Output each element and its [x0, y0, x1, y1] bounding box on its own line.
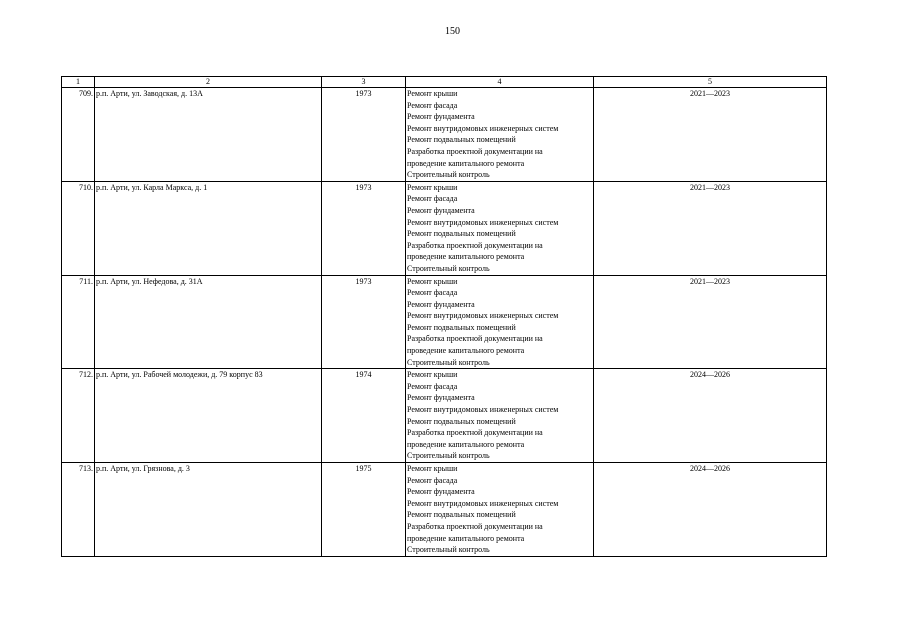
work-item: Ремонт внутридомовых инженерных систем: [407, 405, 559, 415]
header-cell-5: 5: [594, 77, 827, 88]
row-number: 711.: [62, 275, 95, 369]
work-item: Ремонт подвальных помещений: [407, 416, 516, 426]
row-period: 2021—2023: [594, 275, 827, 369]
row-year: 1973: [322, 88, 406, 182]
table-row: [62, 88, 827, 182]
table-row: [62, 275, 827, 369]
work-item: Ремонт фасада: [407, 100, 458, 110]
row-address: р.п. Арти, ул. Карла Маркса, д. 1: [95, 181, 322, 275]
page-number: 150: [445, 26, 460, 37]
work-item: Строительный контроль: [407, 545, 490, 555]
work-item: Ремонт фундамента: [407, 487, 475, 497]
work-item: Ремонт подвальных помещений: [407, 510, 516, 520]
row-address: р.п. Арти, ул. Рабочей молодежи, д. 79 корпус 83: [95, 369, 322, 463]
work-item: Ремонт подвальных помещений: [407, 322, 516, 332]
row-address: р.п. Арти, ул. Заводская, д. 13А: [95, 88, 322, 182]
table-row: [62, 463, 827, 557]
work-item: Строительный контроль: [407, 263, 490, 273]
work-item: Строительный контроль: [407, 451, 490, 461]
row-year: 1973: [322, 181, 406, 275]
row-works-list: [406, 181, 594, 275]
work-item: проведение капитального ремонта: [407, 346, 525, 356]
row-period: 2021—2023: [594, 88, 827, 182]
header-cell-1: 1: [62, 77, 95, 88]
work-item: Ремонт крыши: [407, 89, 458, 98]
work-item: Ремонт внутридомовых инженерных систем: [407, 217, 559, 227]
row-works-list: [406, 369, 594, 463]
row-number: 712.: [62, 369, 95, 463]
work-item: Ремонт фасада: [407, 288, 458, 298]
work-item: проведение капитального ремонта: [407, 158, 525, 168]
work-item: Ремонт фундамента: [407, 112, 475, 122]
work-item: Ремонт крыши: [407, 464, 458, 473]
row-works-list: [406, 275, 594, 369]
row-address: р.п. Арти, ул. Грязнова, д. 3: [95, 463, 322, 557]
work-item: Ремонт крыши: [407, 370, 458, 380]
row-address: р.п. Арти, ул. Нефедова, д. 31А: [95, 275, 322, 369]
row-year: 1974: [322, 369, 406, 463]
work-item: Разработка проектной документации на: [407, 240, 543, 250]
work-item: Ремонт внутридомовых инженерных систем: [407, 498, 559, 508]
header-cell-4: 4: [406, 77, 594, 88]
row-works-list: [406, 463, 594, 557]
work-item: Ремонт фундамента: [407, 205, 475, 215]
work-item: Разработка проектной документации на: [407, 146, 543, 156]
work-item: Разработка проектной документации на: [407, 521, 543, 531]
row-period: 2024—2026: [594, 369, 827, 463]
work-item: Разработка проектной документации на: [407, 334, 543, 344]
table-row: [62, 369, 827, 463]
table-body: [62, 77, 827, 557]
work-item: Ремонт фундамента: [407, 299, 475, 309]
row-period: 2024—2026: [594, 463, 827, 557]
work-item: Строительный контроль: [407, 357, 490, 367]
row-works-list: [406, 88, 594, 182]
work-item: Ремонт крыши: [407, 276, 458, 286]
row-number: 709.: [62, 88, 95, 182]
header-cell-3: 3: [322, 77, 406, 88]
work-item: Ремонт подвальных помещений: [407, 135, 516, 145]
work-item: Ремонт фасада: [407, 194, 458, 204]
row-year: 1973: [322, 275, 406, 369]
row-number: 713.: [62, 463, 95, 557]
work-item: проведение капитального ремонта: [407, 439, 525, 449]
row-number: 710.: [62, 181, 95, 275]
row-year: 1975: [322, 463, 406, 557]
table-header-row: [62, 77, 827, 88]
work-item: Ремонт фасада: [407, 381, 458, 391]
work-item: Ремонт подвальных помещений: [407, 229, 516, 239]
work-item: Ремонт внутридомовых инженерных систем: [407, 311, 559, 321]
work-item: проведение капитального ремонта: [407, 252, 525, 262]
repair-program-table: [61, 76, 827, 557]
work-item: Ремонт фундамента: [407, 393, 475, 403]
work-item: Строительный контроль: [407, 170, 490, 180]
work-item: Ремонт фасада: [407, 475, 458, 485]
work-item: Разработка проектной документации на: [407, 428, 543, 438]
table-row: [62, 181, 827, 275]
work-item: Ремонт крыши: [407, 182, 458, 192]
work-item: Ремонт внутридомовых инженерных систем: [407, 123, 559, 133]
row-period: 2021—2023: [594, 181, 827, 275]
header-cell-2: 2: [95, 77, 322, 88]
work-item: проведение капитального ремонта: [407, 533, 525, 543]
